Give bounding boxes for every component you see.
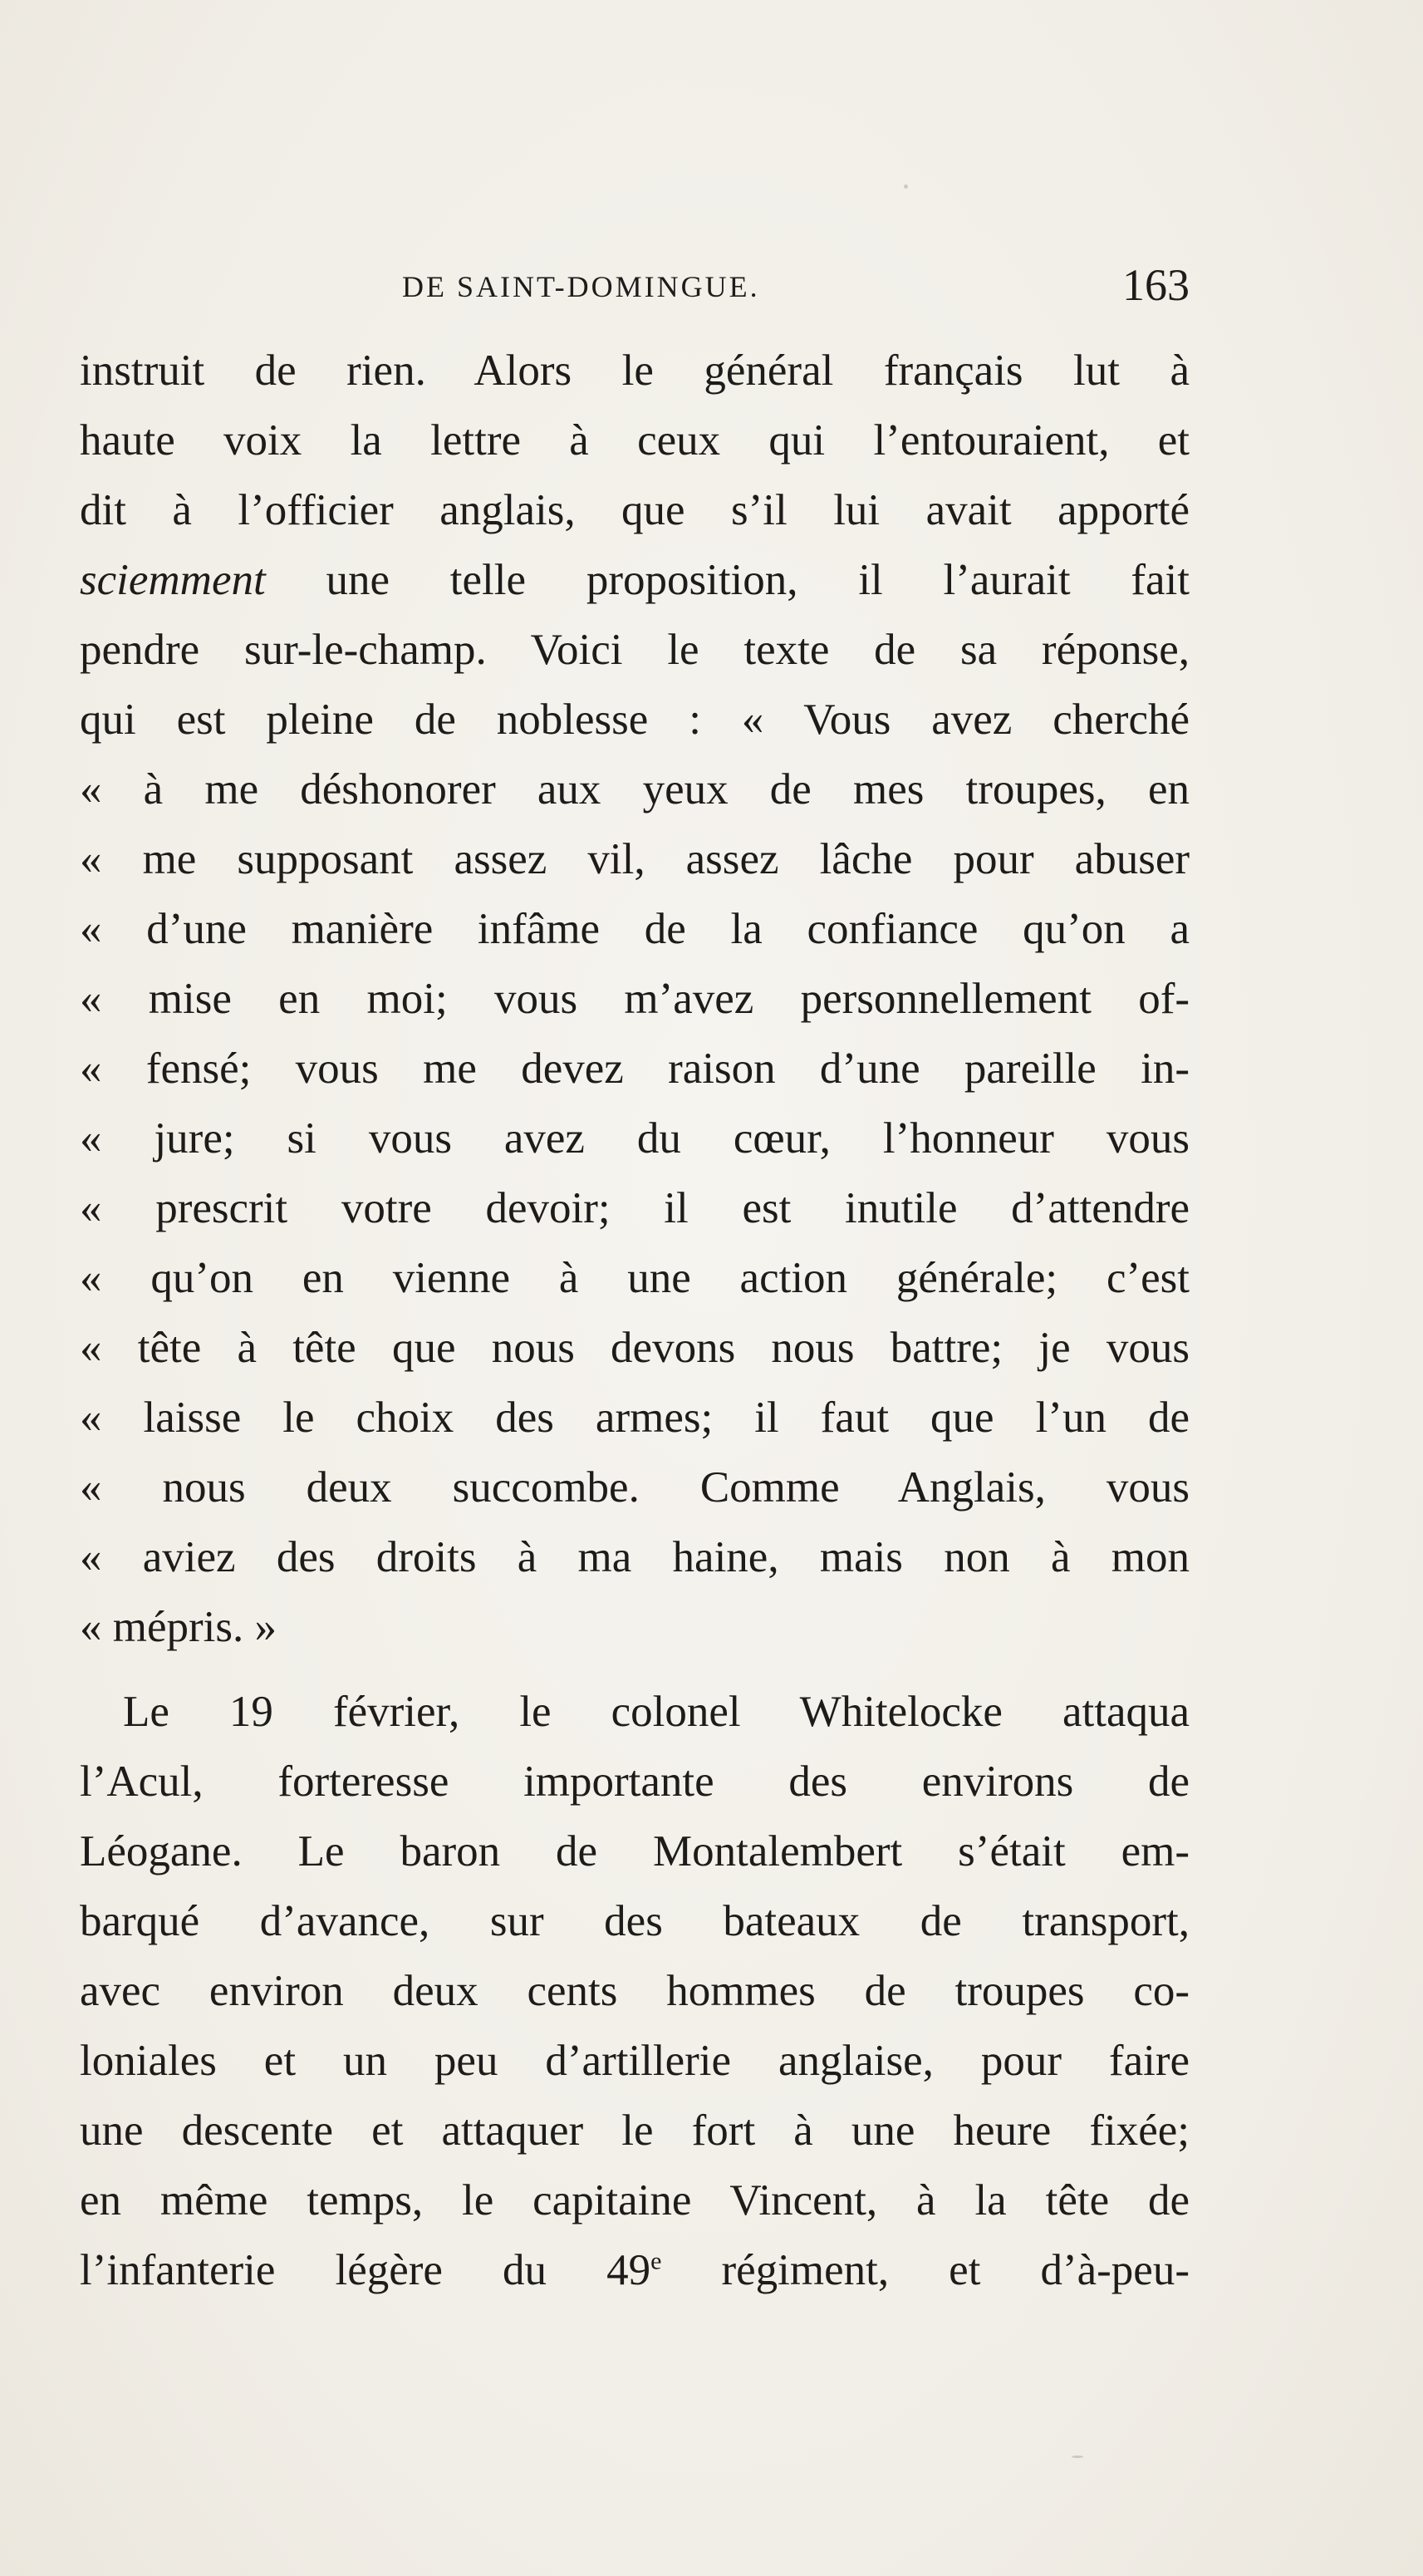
text-line: avec environ deux cents hommes de troupes co- [80,1967,1190,2015]
text-line: « aviez des droits à ma haine, mais non à mon [80,1533,1190,1581]
text-segment: l’infanterie légère du 49 [80,2246,651,2294]
paper-fleck [904,184,908,189]
text-line [80,545,1190,615]
paper-fleck [1072,2456,1083,2458]
text-line: pendre sur-le-champ. Voici le texte de sa réponse, [80,626,1190,674]
text-line: l’Acul, forteresse importante des environs de [80,1757,1190,1806]
text-line: dit à l’officier anglais, que s’il lui avait apporté [80,486,1190,534]
text-line: « laisse le choix des armes; il faut que l’un de [80,1394,1190,1442]
text-line: Léogane. Le baron de Montalembert s’était em- [80,1827,1190,1875]
text-line: « d’une manière infâme de la confiance qu’on a [80,905,1190,953]
italic-word: sciemment [80,556,266,604]
running-head: DE SAINT-DOMINGUE. [402,270,760,303]
text-line: « jure; si vous avez du cœur, l’honneur vous [80,1114,1190,1163]
text-line: instruit de rien. Alors le général français lut à [80,347,1190,395]
text-line: « à me déshonorer aux yeux de mes troupes, en [80,765,1190,814]
text-line: barqué d’avance, sur des bateaux de transport, [80,1897,1190,1945]
text-line: « mise en moi; vous m’avez personnellement of- [80,975,1190,1023]
text-line: Le 19 février, le colonel Whitelocke attaqua [123,1688,1190,1736]
body-text [80,336,1190,2305]
ordinal-superscript: e [650,2247,662,2275]
text-line: « mépris. » [80,1603,277,1651]
text-line: haute voix la lettre à ceux qui l’entouraient, et [80,416,1190,465]
page-number: 163 [1122,260,1190,310]
text-line: qui est pleine de noblesse : « Vous avez cherché [80,696,1190,744]
text-segment: régiment, et d’à-peu- [661,2246,1190,2294]
text-line: « tête à tête que nous devons nous battre; je vous [80,1324,1190,1372]
text-line: en même temps, le capitaine Vincent, à la tête de [80,2176,1190,2225]
text-segment: une telle proposition, il l’aurait fait [265,556,1190,604]
text-line: « fensé; vous me devez raison d’une pareille in- [80,1045,1190,1093]
text-line [80,2235,1190,2305]
text-line: « prescrit votre devoir; il est inutile d’attendre [80,1184,1190,1232]
text-line: « nous deux succombe. Comme Anglais, vous [80,1463,1190,1512]
text-line: « me supposant assez vil, assez lâche pour abuser [80,835,1190,883]
text-line: loniales et un peu d’artillerie anglaise, pour faire [80,2037,1190,2085]
page-header [80,260,1190,322]
text-line: une descente et attaquer le fort à une heure fixée; [80,2107,1190,2155]
text-line: « qu’on en vienne à une action générale; c’est [80,1254,1190,1302]
